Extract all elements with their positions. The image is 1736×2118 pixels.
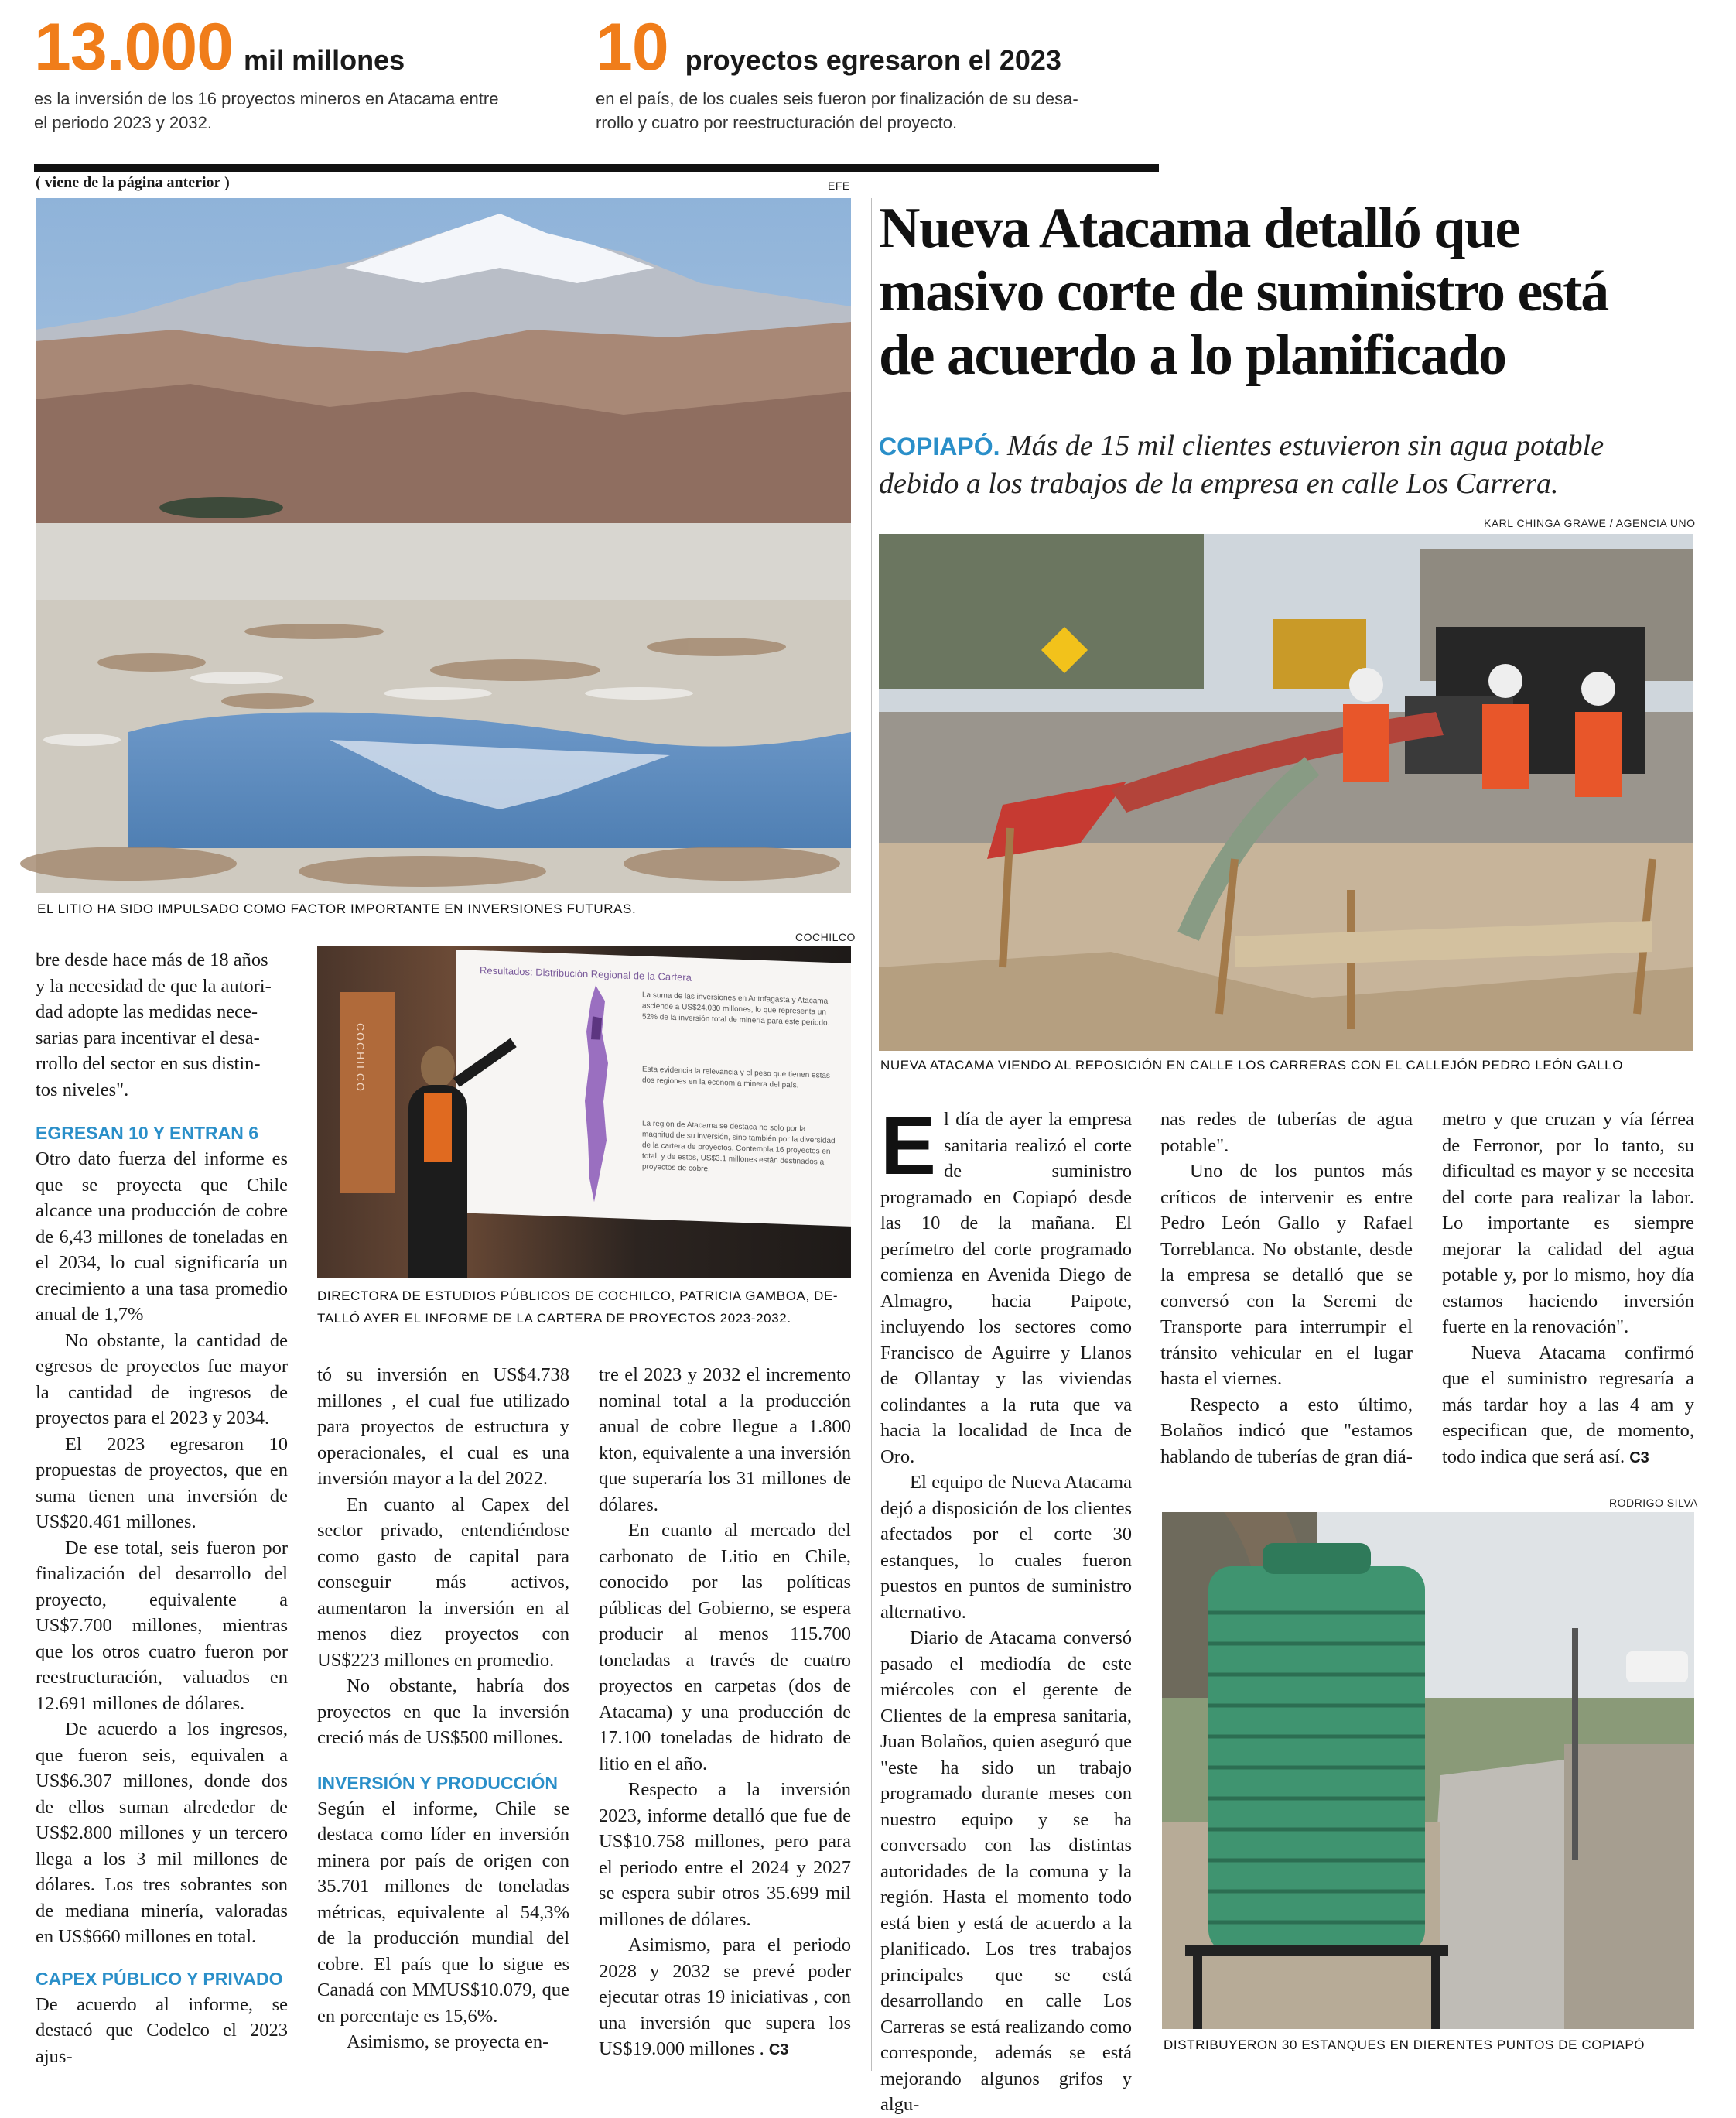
paragraph: De ese total, seis fueron por finalización del desarrollo del proyecto, equivalente a US$7.700 millones, mientras que los otros cuatro fueron por reestructuración, valuados en 12.691 millones de dólares. — [36, 1537, 288, 1714]
stat-number: 13.000 — [34, 10, 234, 84]
stat-number: 10 — [596, 10, 668, 84]
paragraph: tre el 2023 y 2032 el incremento nominal total a la producción anual de cobre llegue a 1.800 kton, equivalente a una inversión que superaría los 31 millones de dólares. — [599, 1364, 851, 1515]
paragraph: nas redes de tuberías de agua potable". — [1160, 1109, 1413, 1156]
photo-credit: EFE — [828, 180, 850, 192]
paragraph: En cuanto al Capex del sector privado, entendiéndose como gasto de capital para conseguir más activos, aumentaron la inversión en al menos diez proyectos con US$223 millones en promedio. — [317, 1494, 569, 1671]
photo-credit: RODRIGO SILVA — [1609, 1497, 1698, 1509]
roadworks-photo — [879, 534, 1693, 1051]
section-rule — [34, 164, 1159, 172]
stat-block-1 — [34, 10, 576, 135]
paragraph: tó su inversión en US$4.738 millones , el cual fue utilizado para proyectos de estructura y operacionales, el cual es una inversión mayor a la del 2022. — [317, 1364, 569, 1489]
lede: COPIAPÓ. Más de 15 mil clientes estuvieron sin agua potable debido a los trabajos de la empresa en calle Los Carrera. — [879, 429, 1604, 500]
article-column-1 — [36, 947, 288, 2069]
article-column-r2 — [1160, 1107, 1413, 1470]
projection-screen: Resultados: Distribución Regional de la Cartera La suma de las inversiones en Antofagasta y Atacama asciende a US$24.030 millones, lo que representa un 52% de la inversión total de minería para este periodo. Esta evidencia la relevancia y el peso que tienen estas dos regiones en la economía minera del país. La región de Atacama se destaca no solo por la magnitud de su inversión, sino también por la diversidad de la cartera de proyectos. Contempla 16 proyectos en total, y de estos, US$3.1 millones están destinados a proyectos de cobre. — [456, 950, 851, 1227]
photo-credit: KARL CHINGA GRAWE / AGENCIA UNO — [1484, 517, 1696, 529]
paragraph: El 2023 egresaron 10 propuestas de proyectos, que en suma tienen una inversión de US$20.461 millones. — [36, 1433, 288, 1532]
article-column-r1 — [880, 1098, 1132, 2118]
photo-caption: DISTRIBUYERON 30 ESTANQUES EN DIERENTES PUNTOS DE COPIAPÓ — [1164, 2038, 1645, 2052]
stat-unit: proyectos egresaron el 2023 — [685, 44, 1061, 76]
continued-label: ( viene de la página anterior ) — [36, 174, 230, 191]
paragraph: De acuerdo al informe, se destacó que Codelco el 2023 ajus- — [36, 1993, 288, 2067]
stat-block-2 — [596, 10, 1184, 135]
photo-caption: NUEVA ATACAMA VIENDO AL REPOSICIÓN EN CALLE LOS CARRERAS CON EL CALLEJÓN PEDRO LEÓN GALLO — [880, 1058, 1624, 1073]
paragraph: Asimismo, para el periodo 2028 y 2032 se prevé poder ejecutar otras 19 iniciativas , con una inversión que supera los US$19.000 millones . C3 — [599, 1935, 851, 2059]
landscape-illustration — [36, 198, 851, 893]
paragraph: Uno de los puntos más críticos de intervenir es entre Pedro León Gallo y Rafael Torreblanca. No obstante, desde la empresa se detalló que se conversó con la Seremi de Transporte para interrumpir el tránsito vehicular en el lugar hasta el viernes. — [1160, 1161, 1413, 1389]
article-column-2 — [317, 1362, 569, 2055]
section-subhead: INVERSIÓN Y PRODUCCIÓN — [317, 1772, 558, 1793]
paragraph: El equipo de Nueva Atacama dejó a disposición de los clientes afectados por el corte 30 estanques, lo cuales fueron puestos en puntos de suministro alternativo. — [880, 1472, 1132, 1623]
stat-description: en el país, de los cuales seis fueron por finalización de su desa- rrollo y cuatro por reestructuración del proyecto. — [596, 89, 1078, 132]
paragraph: Asimismo, se proyecta en- — [347, 2031, 549, 2052]
article-column-r3 — [1442, 1107, 1694, 1471]
paragraph: Respecto a la inversión 2023, informe detalló que fue de US$10.758 millones, pero para el periodo entre el 2024 y 2027 se espera subir otros 35.699 mil millones de dólares. — [599, 1779, 851, 1930]
paragraph: Diario de Atacama conversó pasado el mediodía de este miércoles con el gerente de Clientes de la empresa sanitaria, Juan Bolaños, quien aseguró que "este ha sido un trabajo programado durante meses con nuestro equipo y se ha conversado con las distintas autoridades de la comuna y la región. Hasta el momento todo está bien y está de acuerdo a la planificado. Los tres trabajos principales que se está desarrollando en calle Los Carreras se está realizando como corresponde, además se está mejorando algunos grifos y algu- — [880, 1627, 1132, 2115]
presenter-figure — [395, 1046, 480, 1278]
paragraph: metro y que cruzan y vía férrea de Ferronor, por lo tanto, su dificultad es mayor y se necesita del corte para realizar la labor. Lo importante es siempre mejorar la calidad del agua potable y, por lo mismo, hoy día estamos haciendo inversión fuerte en la renovación". — [1442, 1109, 1694, 1337]
paragraph: Respecto a esto último, Bolaños indicó que "estamos hablando de tuberías de gran diá- — [1160, 1394, 1413, 1467]
cochilco-presentation-photo — [317, 946, 851, 1278]
section-subhead: EGRESAN 10 Y ENTRAN 6 — [36, 1123, 259, 1143]
water-tank-illustration — [1162, 1512, 1694, 2029]
cochilco-banner: COCHILCO — [340, 992, 395, 1193]
paragraph: En cuanto al mercado del carbonato de Litio en Chile, conocido por las políticas públicas del Gobierno, se espera producir al menos 115.700 toneladas a través de cuatro proyectos en carpetas (dos de Atacama) y una producción de 17.100 toneladas de hidrato de litio en el año. — [599, 1520, 851, 1774]
water-tank-photo — [1162, 1512, 1694, 2029]
photo-caption: EL LITIO HA SIDO IMPULSADO COMO FACTOR IMPORTANTE EN INVERSIONES FUTURAS. — [37, 902, 637, 916]
photo-caption: DIRECTORA DE ESTUDIOS PÚBLICOS DE COCHILCO, PATRICIA GAMBOA, DE- TALLÓ AYER EL INFORME DE LA CARTERA DE PROYECTOS 2023-2032. — [317, 1288, 839, 1326]
paragraph: Otro dato fuerza del informe es que se proyecta que Chile alcance una producción de cobre de 6,43 millones de toneladas en el 2034, lo cual significaría un crecimiento a una tasa promedio anual de 1,7% — [36, 1148, 288, 1325]
paragraph: No obstante, habría dos proyectos en que la inversión creció más de US$500 millones. — [317, 1675, 569, 1748]
stat-description: es la inversión de los 16 proyectos mineros en Atacama entre el periodo 2023 y 2032. — [34, 89, 499, 132]
chile-map-icon — [572, 984, 619, 1203]
end-mark: C3 — [768, 2041, 789, 2058]
drop-cap: E — [880, 1098, 937, 1192]
paragraph: El día de ayer la empresa sanitaria realizó el corte de suministro programado en Copiapó desde las 10 de la mañana. El perímetro del corte programado comienza en Avenida Diego de Almagro, hacia Paipote, incluyendo los sectores como Francisco de Aguirre y Llanos de Ollantay y las viviendas colindantes a la ruta que va hacia la localidad de Inca de Oro. — [880, 1098, 1132, 1467]
photo-credit: COCHILCO — [795, 931, 856, 943]
dateline: COPIAPÓ. — [879, 433, 1000, 460]
article-column-3 — [599, 1362, 851, 2064]
column-divider — [871, 198, 872, 2071]
stat-unit: mil millones — [244, 44, 405, 76]
paragraph: De acuerdo a los ingresos, que fueron seis, equivalen a US$6.307 millones, donde dos de ellos suman alrededor de US$2.800 millones y un tercero llega a los 3 mil millones de dólares. Los tres sobrantes son de mediana minería, valoradas en US$660 millones en total. — [36, 1719, 288, 1947]
paragraph: Nueva Atacama confirmó que el suministro regresaría a más tardar hoy a las 4 am y especifican que, de momento, todo indica que será así. C3 — [1442, 1342, 1694, 1467]
end-mark: C3 — [1629, 1449, 1649, 1466]
column-continued-text: bre desde hace más de 18 años y la necesidad de que la autori- dad adopte las medidas nece- sarias para incentivar el desa- rrollo del sector en sus distin- tos niveles". — [36, 950, 272, 1100]
salt-flat-photo — [36, 198, 851, 893]
paragraph: Según el informe, Chile se destaca como líder en inversión minera por país de origen con 35.701 millones de toneladas métricas, equivalente al 54,3% de la producción mundial del cobre. El país que lo sigue es Canadá con MMUS$10.079, que en porcentaje es 15,6%. — [317, 1798, 569, 2027]
paragraph: No obstante, la cantidad de egresos de proyectos fue mayor la cantidad de ingresos de proyectos para el 2023 y 2034. — [36, 1329, 288, 1429]
section-subhead: CAPEX PÚBLICO Y PRIVADO — [36, 1968, 283, 1989]
roadworks-illustration — [879, 534, 1693, 1051]
headline: Nueva Atacama detalló que masivo corte de suministro está de acuerdo a lo planificado — [879, 197, 1608, 387]
